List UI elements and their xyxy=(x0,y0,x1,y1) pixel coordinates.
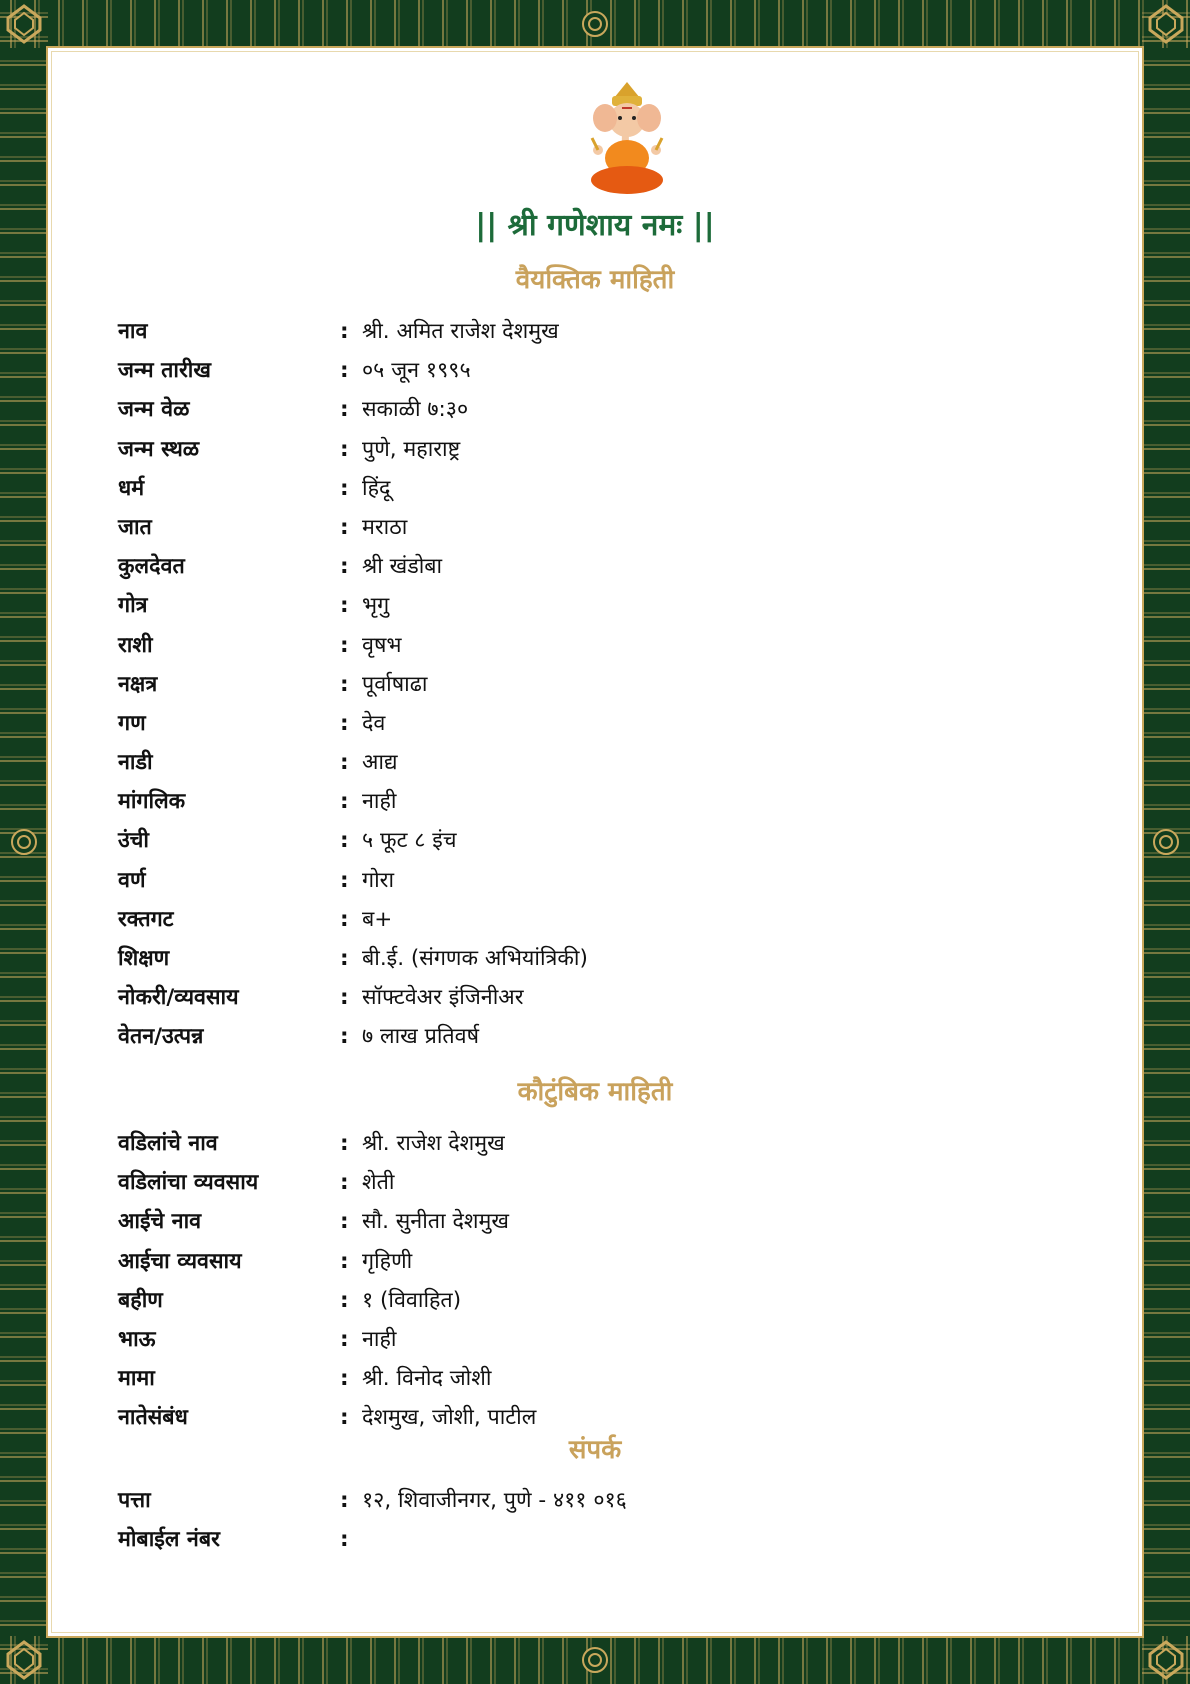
row-colon: : xyxy=(340,632,349,658)
row-label: गोत्र xyxy=(118,593,148,619)
row-colon: : xyxy=(340,514,349,540)
row-label: रक्तगट xyxy=(118,906,174,932)
row-value: हिंदू xyxy=(362,475,391,501)
row-label: नोकरी/व्यवसाय xyxy=(118,985,239,1011)
row-colon: : xyxy=(340,985,349,1011)
row-colon: : xyxy=(340,1209,349,1235)
row-value: १ (विवाहित) xyxy=(362,1287,462,1313)
section-title-personal: वैयक्तिक माहिती xyxy=(515,265,675,295)
row-value: श्री. विनोद जोशी xyxy=(362,1366,492,1392)
row-value: देशमुख, जोशी, पाटील xyxy=(362,1405,537,1431)
medallion-icon xyxy=(1151,827,1181,857)
row-label: राशी xyxy=(118,632,153,658)
row-label: आईचे नाव xyxy=(118,1209,202,1235)
row-colon: : xyxy=(340,397,349,423)
row-value: गृहिणी xyxy=(362,1248,413,1274)
row-value: सकाळी ७:३० xyxy=(362,397,469,423)
medallion-icon xyxy=(580,9,610,39)
row-colon: : xyxy=(340,475,349,501)
row-label: भाऊ xyxy=(118,1326,156,1352)
row-colon: : xyxy=(340,319,349,344)
row-value: ७ लाख प्रतिवर्ष xyxy=(362,1024,480,1050)
row-colon: : xyxy=(340,1131,349,1156)
row-colon: : xyxy=(340,710,349,736)
row-label: शिक्षण xyxy=(118,946,170,971)
row-value: गोरा xyxy=(362,867,395,893)
row-value: ०५ जून १९९५ xyxy=(362,358,471,384)
row-value: श्री. राजेश देशमुख xyxy=(362,1131,505,1156)
row-colon: : xyxy=(340,1366,349,1392)
corner-ornament-icon xyxy=(0,1636,48,1684)
row-label: नाडी xyxy=(118,750,153,776)
row-label: मोबाईल नंबर xyxy=(118,1527,220,1553)
row-value: पुणे, महाराष्ट्र xyxy=(362,436,461,462)
row-value: श्री. अमित राजेश देशमुख xyxy=(362,319,559,344)
row-value: श्री खंडोबा xyxy=(362,554,443,580)
row-label: नाव xyxy=(118,319,148,344)
row-colon: : xyxy=(340,946,349,971)
row-colon: : xyxy=(340,1248,349,1274)
row-label: जन्म वेळ xyxy=(118,397,190,423)
corner-ornament-icon xyxy=(1142,0,1190,48)
ganesha-icon xyxy=(572,80,682,198)
row-label: मांगलिक xyxy=(118,789,186,815)
row-value: १२, शिवाजीनगर, पुणे - ४११ ०१६ xyxy=(362,1488,627,1513)
row-value: ब+ xyxy=(362,906,393,932)
row-colon: : xyxy=(340,828,349,854)
row-value: नाही xyxy=(362,1326,397,1352)
row-value: मराठा xyxy=(362,514,408,540)
row-colon: : xyxy=(340,1326,349,1352)
row-value: सौ. सुनीता देशमुख xyxy=(362,1209,509,1235)
row-colon: : xyxy=(340,1024,349,1050)
row-colon: : xyxy=(340,1488,349,1513)
row-colon: : xyxy=(340,593,349,619)
row-label: जन्म तारीख xyxy=(118,358,211,384)
row-value: सॉफ्टवेअर इंजिनीअर xyxy=(362,985,524,1011)
row-label: वर्ण xyxy=(118,867,146,893)
medallion-icon xyxy=(9,827,39,857)
row-colon: : xyxy=(340,1170,349,1196)
biodata-page xyxy=(46,46,1144,1638)
row-label: वडिलांचे नाव xyxy=(118,1131,218,1156)
row-label: आईचा व्यवसाय xyxy=(118,1248,242,1274)
row-value: बी.ई. (संगणक अभियांत्रिकी) xyxy=(362,946,588,971)
row-value: शेती xyxy=(362,1170,395,1196)
row-value: नाही xyxy=(362,789,397,815)
row-colon: : xyxy=(340,750,349,776)
row-label: जात xyxy=(118,514,152,540)
row-label: वडिलांचा व्यवसाय xyxy=(118,1170,259,1196)
row-label: वेतन/उत्पन्न xyxy=(118,1024,204,1050)
row-colon: : xyxy=(340,1405,349,1431)
row-label: नक्षत्र xyxy=(118,671,158,697)
corner-ornament-icon xyxy=(1142,1636,1190,1684)
row-colon: : xyxy=(340,906,349,932)
row-label: मामा xyxy=(118,1366,155,1392)
row-value: देव xyxy=(362,710,386,736)
row-colon: : xyxy=(340,867,349,893)
row-label: नातेसंबंध xyxy=(118,1405,188,1431)
medallion-icon xyxy=(580,1645,610,1675)
row-label: पत्ता xyxy=(118,1488,151,1513)
row-label: धर्म xyxy=(118,475,145,501)
row-colon: : xyxy=(340,671,349,697)
row-value: आद्य xyxy=(362,750,398,776)
row-colon: : xyxy=(340,1527,349,1553)
row-colon: : xyxy=(340,358,349,384)
row-colon: : xyxy=(340,436,349,462)
row-colon: : xyxy=(340,554,349,580)
row-label: उंची xyxy=(118,828,150,854)
section-title-contact: संपर्क xyxy=(568,1435,622,1465)
row-colon: : xyxy=(340,1287,349,1313)
row-label: गण xyxy=(118,710,146,736)
row-colon: : xyxy=(340,789,349,815)
row-value: वृषभ xyxy=(362,632,402,658)
row-label: बहीण xyxy=(118,1287,163,1313)
row-label: कुलदेवत xyxy=(118,554,185,580)
row-value: ५ फूट ८ इंच xyxy=(362,828,457,854)
row-value: पूर्वाषाढा xyxy=(362,671,428,697)
row-value: भृगु xyxy=(362,593,390,619)
row-label: जन्म स्थळ xyxy=(118,436,200,462)
corner-ornament-icon xyxy=(0,0,48,48)
section-title-family: कौटुंबिक माहिती xyxy=(517,1077,673,1107)
invocation-title: || श्री गणेशाय नमः || xyxy=(475,208,715,243)
